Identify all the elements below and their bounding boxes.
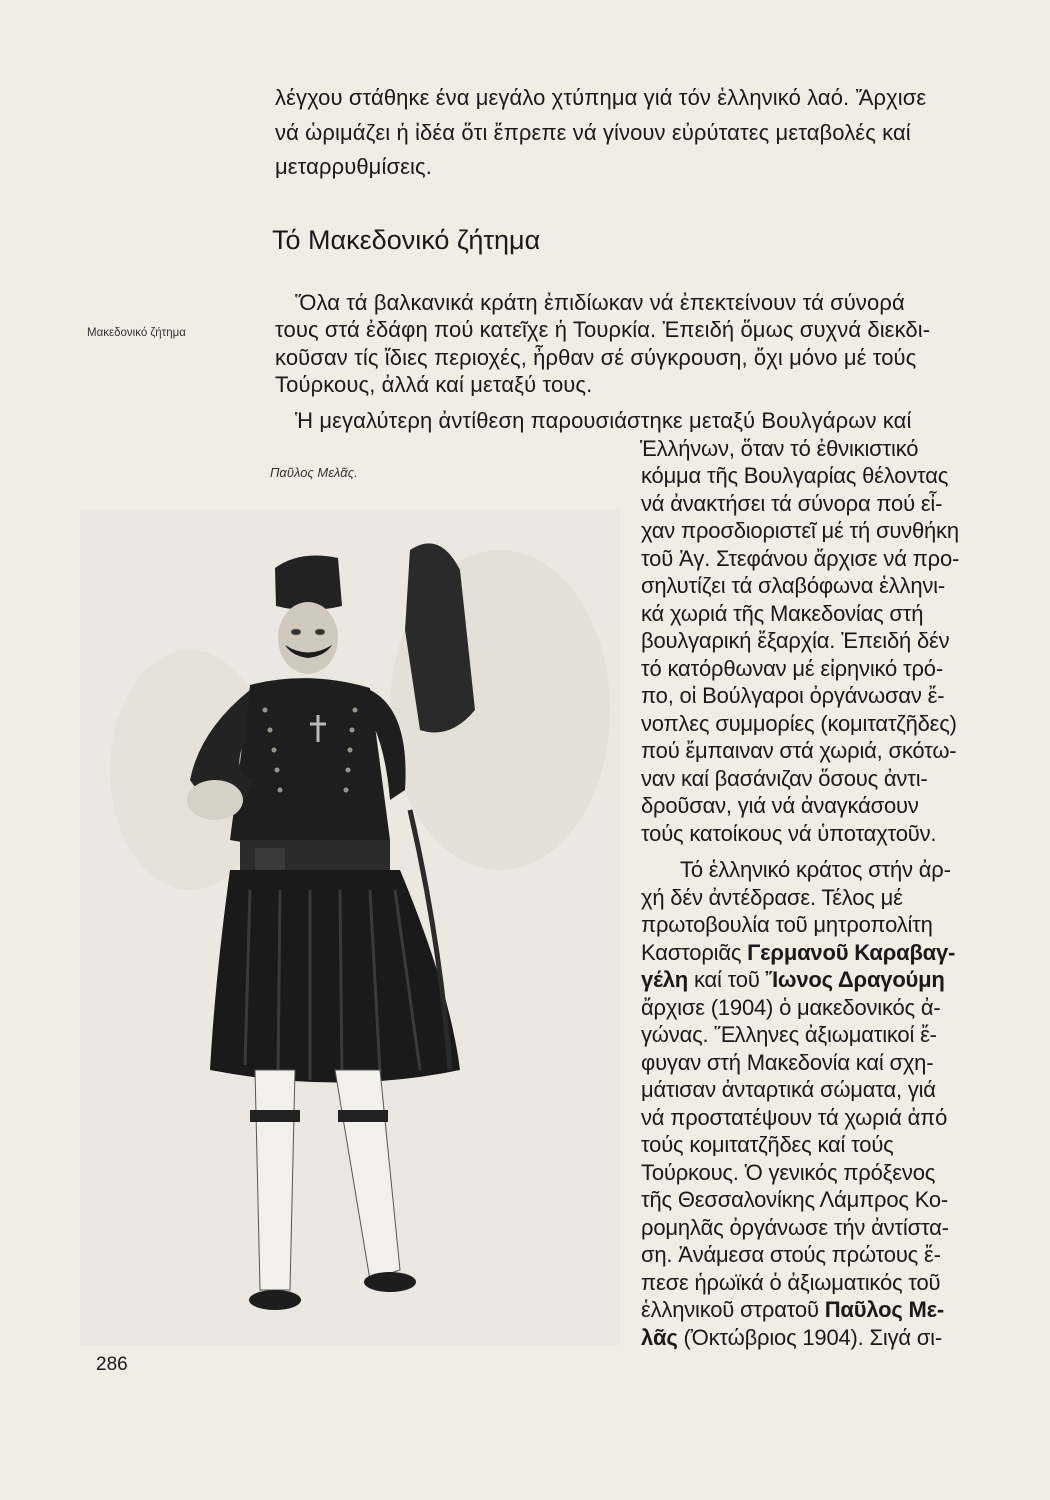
- para3-line: φυγαν στή Μακεδονία καί σχη-: [641, 1050, 934, 1075]
- column-line: τό κατόρθωναν μέ εἰρηνικό τρό-: [641, 656, 943, 681]
- para1-line: Τούρκους, ἀλλά καί μεταξύ τους.: [275, 372, 593, 397]
- intro-line: νά ὡριμάζει ἡ ἰδέα ὅτι ἔπρεπε νά γίνουν εὐρύτατες μεταβολές καί: [275, 120, 911, 145]
- person-name-bold: Ἴωνος Δραγούμη: [765, 967, 945, 992]
- intro-line: λέγχου στάθηκε ένα μεγάλο χτύπημα γιά τόν ἑλληνικό λαό. Ἄρχισε: [275, 85, 927, 110]
- column-line: χαν προσδιοριστεῖ μέ τή συνθήκη: [641, 518, 959, 543]
- para3-line: τούς κομιτατζῆδες καί τούς: [641, 1132, 894, 1157]
- intro-line: μεταρρυθμίσεις.: [275, 154, 432, 179]
- para3-line: [641, 939, 955, 967]
- para3-text: καί τοῦ: [688, 967, 766, 992]
- column-line: νά ἀνακτήσει τά σύνορα πού εἶ-: [641, 491, 943, 516]
- column-line: ναν καί βασάνιζαν ὅσους ἀντι-: [641, 766, 928, 791]
- column-line: κόμμα τῆς Βουλγαρίας θέλοντας: [641, 463, 949, 488]
- column-line: δροῦσαν, γιά νά ἀναγκάσουν: [641, 793, 919, 818]
- column-line: τούς κατοίκους νά ὑποταχτοῦν.: [641, 821, 937, 846]
- para3-line: ση. Ἀνάμεσα στούς πρώτους ἔ-: [641, 1242, 941, 1267]
- para3-line: τῆς Θεσσαλονίκης Λάμπρος Κο-: [641, 1187, 949, 1212]
- para1-line: τους στά ἐδάφη πού κατεῖχε ἡ Τουρκία. Ἐπειδή ὅμως συχνά διεκδι-: [275, 317, 931, 342]
- para3-line: χή δέν ἀντέδρασε. Τέλος μέ: [641, 885, 903, 910]
- person-name-bold: Γερμανοῦ Καραβαγ-: [747, 940, 956, 965]
- person-name-bold: γέλη: [641, 967, 689, 992]
- page-number: 286: [96, 1354, 128, 1375]
- para3-text: Καστοριᾶς: [641, 940, 748, 965]
- column-line: τοῦ Ἁγ. Στεφάνου ἄρχισε νά προ-: [641, 546, 960, 571]
- para3-line: γώνας. Ἕλληνες ἀξιωματικοί ἔ-: [641, 1022, 937, 1047]
- column-line: κά χωριά τῆς Μακεδονίας στή: [641, 601, 924, 626]
- para2-first-line: Ἡ μεγαλύτερη ἀντίθεση παρουσιάστηκε μεταξύ Βουλγάρων καί: [295, 408, 912, 433]
- column-line: σηλυτίζει τά σλαβόφωνα ἑλληνι-: [641, 573, 945, 598]
- para3-line: ρομηλᾶς ὀργάνωσε τήν ἀντίστα-: [641, 1215, 949, 1240]
- column-line: Ἑλλήνων, ὅταν τό ἐθνικιστικό: [640, 436, 919, 461]
- para1-line: κοῦσαν τίς ἴδιες περιοχές, ἦρθαν σέ σύγκρουση, ὄχι μόνο μέ τούς: [275, 345, 917, 370]
- para3-text: ἑλληνικοῦ στρατοῦ: [641, 1297, 825, 1322]
- person-name-bold: λᾶς: [641, 1325, 678, 1350]
- person-name-bold: Παῦλος Με-: [824, 1297, 944, 1322]
- para3-line: νά προστατέψουν τά χωριά ἀπό: [641, 1105, 948, 1130]
- column-line: πού ἔμπαιναν στά χωριά, σκότω-: [641, 738, 957, 763]
- para3-line: πρωτοβουλία τοῦ μητροπολίτη: [641, 912, 933, 937]
- para1-line: Ὅλα τά βαλκανικά κράτη ἐπιδίωκαν νά ἐπεκτείνουν τά σύνορά: [295, 290, 905, 315]
- para3-line: Τούρκους. Ὁ γενικός πρόξενος: [641, 1160, 936, 1185]
- photo-caption: Παῦλος Μελᾶς.: [270, 465, 358, 480]
- para3-line: [641, 1296, 944, 1324]
- section-heading: Τό Μακεδονικό ζήτημα: [272, 225, 541, 255]
- para3-line: πεσε ἡρωϊκά ὁ ἀξιωματικός τοῦ: [641, 1270, 941, 1295]
- margin-note: Μακεδονικό ζήτημα: [87, 327, 186, 339]
- para3-line: Τό ἑλληνικό κράτος στήν ἀρ-: [680, 857, 951, 882]
- column-line: πο, οἱ Βούλγαροι ὀργάνωσαν ἔ-: [641, 683, 945, 708]
- para3-line: μάτισαν ἀνταρτικά σώματα, γιά: [641, 1077, 936, 1102]
- para3-text: (Ὀκτώβριος 1904). Σιγά σι-: [677, 1325, 942, 1350]
- para3-line: ἄρχισε (1904) ὁ μακεδονικός ἀ-: [641, 995, 941, 1020]
- portrait-illustration: [80, 510, 620, 1345]
- column-line: βουλγαρική ἔξαρχία. Ἐπειδή δέν: [641, 628, 950, 653]
- column-line: νοπλες συμμορίες (κομιτατζῆδες): [641, 711, 957, 736]
- portrait-photo: [80, 510, 620, 1345]
- para3-line: [641, 1324, 942, 1352]
- para3-line: [641, 966, 945, 994]
